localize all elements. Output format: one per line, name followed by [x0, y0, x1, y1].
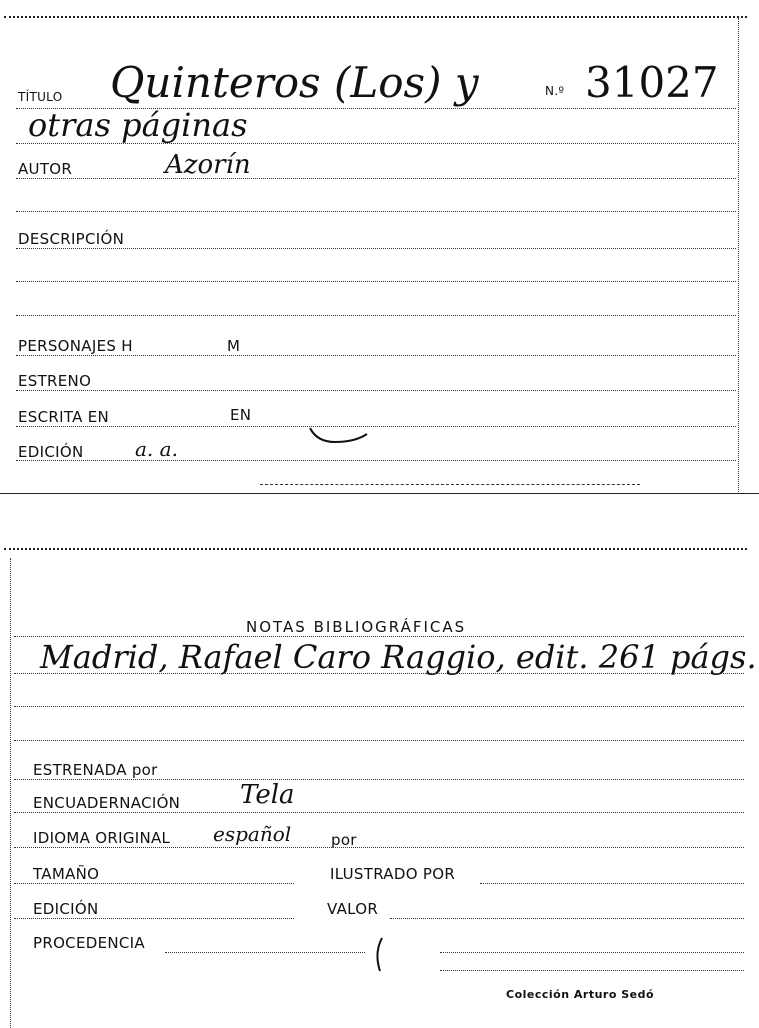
escrita-en-label: ESCRITA EN — [18, 408, 110, 426]
procedencia-rule-lower — [440, 970, 744, 971]
autor-value: Azorín — [165, 150, 251, 180]
autor-label: AUTOR — [18, 160, 73, 178]
procedencia-rule-right — [440, 952, 744, 953]
encuadernacion-value: Tela — [240, 780, 295, 810]
estrenada-rule — [14, 779, 744, 780]
estreno-label: ESTRENO — [18, 372, 92, 390]
catalog-card-back — [0, 540, 759, 1028]
idioma-por-label: por — [331, 831, 357, 849]
autor-rule — [16, 178, 736, 179]
edicion-label: EDICIÓN — [18, 443, 84, 461]
notas-heading-rule — [14, 636, 744, 637]
card-top-edge — [4, 548, 747, 550]
blank-rule-2 — [16, 281, 736, 282]
estreno-rule — [16, 390, 736, 391]
descripcion-rule — [16, 248, 736, 249]
faint-rule — [260, 484, 640, 485]
notas-rule — [14, 673, 744, 674]
edicion-value: a. a. — [135, 437, 178, 461]
tamano-label: TAMAÑO — [33, 865, 100, 883]
collection-credit: Colección Arturo Sedó — [506, 988, 655, 1001]
numero-value: 31027 — [585, 58, 719, 107]
ilustrado-rule — [480, 883, 744, 884]
blank-rule-3 — [16, 315, 736, 316]
escrita-en-en-label: EN — [230, 406, 252, 424]
edicion-rule — [14, 918, 294, 919]
personajes-h-label: PERSONAJES H — [18, 337, 133, 355]
card-top-edge — [4, 16, 747, 18]
personajes-m-label: M — [227, 337, 241, 355]
titulo-handwritten-line1: Quinteros (Los) y — [110, 58, 479, 107]
descripcion-label: DESCRIPCIÓN — [18, 230, 125, 248]
idioma-value: español — [213, 822, 292, 846]
pen-mark — [305, 420, 375, 450]
edicion-label: EDICIÓN — [33, 900, 99, 918]
estrenada-label: ESTRENADA por — [33, 761, 158, 779]
catalog-card-front — [0, 0, 759, 494]
valor-rule — [390, 918, 744, 919]
procedencia-rule — [165, 952, 365, 953]
titulo-handwritten-line2: otras páginas — [28, 106, 248, 144]
personajes-rule — [16, 355, 736, 356]
encuadernacion-label: ENCUADERNACIÓN — [33, 794, 181, 812]
card-right-edge — [738, 18, 739, 494]
titulo-label: TÍTULO — [18, 90, 63, 104]
tamano-rule — [14, 883, 294, 884]
procedencia-label: PROCEDENCIA — [33, 934, 145, 952]
blank-rule-1 — [14, 706, 744, 707]
blank-rule-1 — [16, 211, 736, 212]
idioma-label: IDIOMA ORIGINAL — [33, 829, 171, 847]
card-left-edge — [10, 558, 11, 1028]
edicion-rule — [16, 460, 736, 461]
encuadernacion-rule — [14, 812, 744, 813]
ilustrado-label: ILUSTRADO POR — [330, 865, 456, 883]
notas-heading: NOTAS BIBLIOGRÁFICAS — [246, 618, 467, 636]
escrita-en-rule — [16, 426, 736, 427]
blank-rule-2 — [14, 740, 744, 741]
notas-handwritten: Madrid, Rafael Caro Raggio, edit. 261 págs. — [40, 638, 757, 676]
pen-mark — [370, 935, 388, 975]
titulo-line2-rule — [16, 143, 736, 144]
valor-label: VALOR — [327, 900, 379, 918]
idioma-rule — [14, 847, 744, 848]
card-bottom-edge — [0, 493, 759, 494]
numero-label: N.º — [545, 84, 565, 98]
